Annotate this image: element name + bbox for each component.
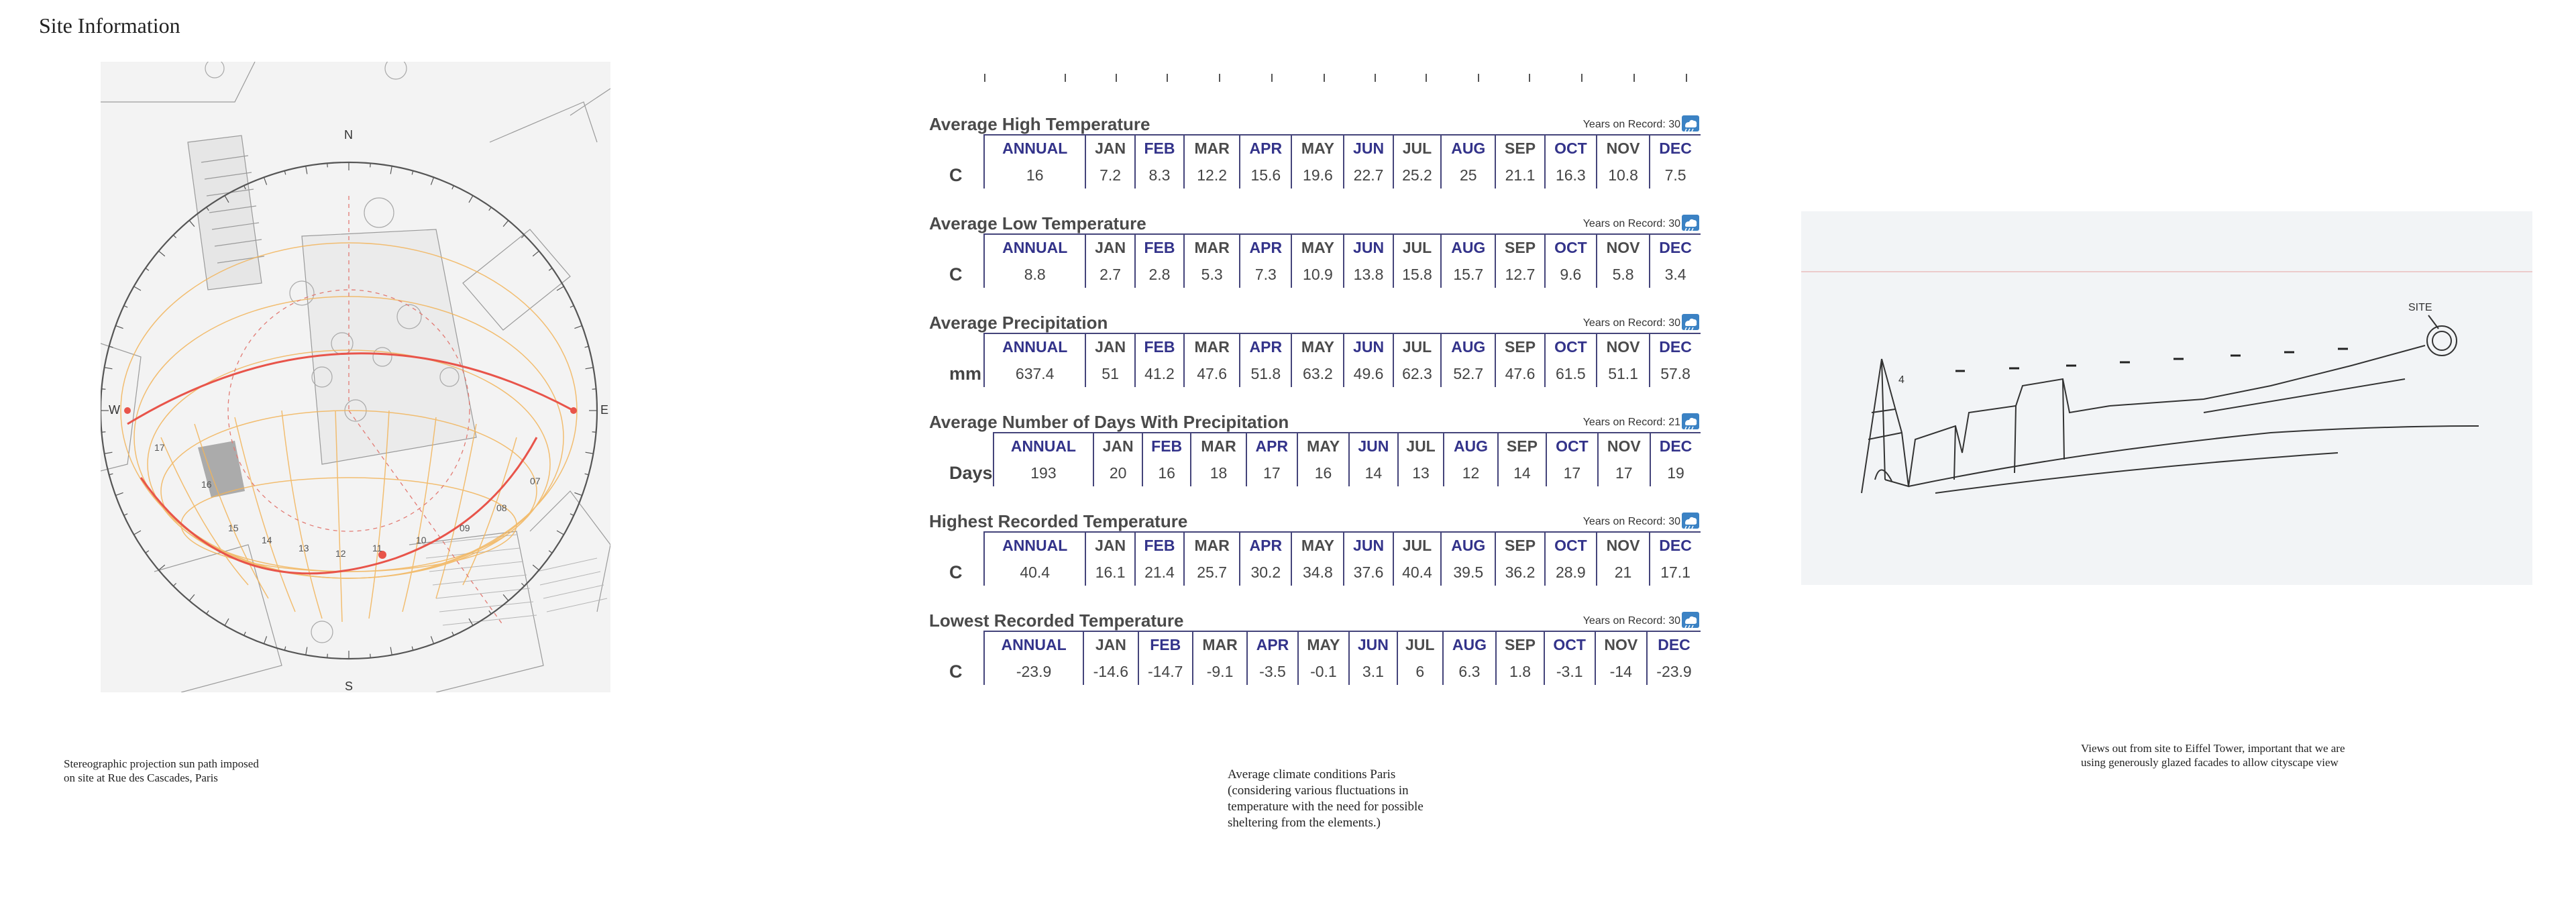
- hour-label: 17: [154, 442, 165, 453]
- blank-cell: [929, 234, 984, 261]
- value-cell: 21.4: [1135, 559, 1184, 586]
- compass-tick: [549, 551, 552, 553]
- cloud-icon: [1680, 610, 1701, 629]
- cloud-icon: [1680, 213, 1701, 232]
- month-header: ANNUAL: [984, 631, 1083, 658]
- value-cell: -14.6: [1083, 658, 1138, 685]
- compass-tick: [207, 610, 209, 614]
- compass-tick: [264, 636, 266, 643]
- compass-tick: [586, 368, 594, 369]
- value-cell: 10.8: [1597, 162, 1650, 189]
- compass-tick: [557, 286, 564, 290]
- site-label: SITE: [2408, 302, 2432, 313]
- month-header: AUG: [1441, 234, 1495, 261]
- compass-tick: [109, 346, 113, 347]
- compass-tick: [306, 166, 307, 174]
- cloud-icon: [1680, 511, 1701, 530]
- month-header: APR: [1240, 135, 1291, 162]
- month-header: DEC: [1650, 234, 1701, 261]
- value-cell: 28.9: [1545, 559, 1597, 586]
- tick-mark: [1116, 74, 1117, 82]
- month-header: ANNUAL: [994, 433, 1094, 460]
- compass-north: N: [344, 128, 353, 142]
- tick-mark: [1478, 74, 1479, 82]
- blank-cell: [929, 433, 994, 460]
- month-header: MAR: [1184, 135, 1240, 162]
- value-cell: 21.1: [1495, 162, 1544, 189]
- value-cell: 19.6: [1291, 162, 1344, 189]
- value-cell: 52.7: [1441, 360, 1495, 387]
- month-header: DEC: [1650, 532, 1701, 559]
- tick-mark: [1324, 74, 1325, 82]
- tick-mark: [1167, 74, 1168, 82]
- month-header: JUN: [1344, 333, 1393, 360]
- compass-tick: [134, 286, 141, 290]
- climate-block: [929, 584, 1701, 683]
- climate-title: Average High Temperature: [929, 114, 1150, 134]
- compass-tick: [489, 207, 491, 211]
- value-cell: 16.3: [1545, 162, 1597, 189]
- month-header: JUL: [1393, 333, 1441, 360]
- tick-mark: [1686, 74, 1687, 82]
- month-header: MAY: [1291, 333, 1344, 360]
- month-header: APR: [1246, 433, 1297, 460]
- tick-mark: [1219, 74, 1220, 82]
- value-cell: 25.7: [1184, 559, 1240, 586]
- value-cell: 8.3: [1135, 162, 1184, 189]
- years-on-record: Years on Record: 30: [1582, 615, 1680, 627]
- hour-label: 14: [262, 535, 272, 545]
- tick-mark: [1375, 74, 1376, 82]
- cloud-icon: [1680, 114, 1701, 133]
- hour-label: 15: [228, 523, 239, 533]
- value-cell: 5.8: [1597, 261, 1650, 288]
- value-cell: 15.8: [1393, 261, 1441, 288]
- compass-tick: [264, 177, 266, 184]
- value-cell: 16: [1142, 460, 1191, 486]
- month-header: MAR: [1193, 631, 1247, 658]
- value-cell: 6.3: [1443, 658, 1496, 685]
- compass-tick: [570, 514, 574, 516]
- month-header: AUG: [1441, 135, 1495, 162]
- compass-tick: [124, 514, 127, 516]
- month-header: JUN: [1344, 234, 1393, 261]
- month-header: AUG: [1441, 532, 1495, 559]
- compass-tick: [549, 268, 552, 270]
- month-header: FEB: [1135, 532, 1184, 559]
- month-header: MAY: [1291, 234, 1344, 261]
- climate-table: [929, 531, 1701, 586]
- tick-mark: [1529, 74, 1530, 82]
- value-cell: 41.2: [1135, 360, 1184, 387]
- month-header: SEP: [1498, 433, 1547, 460]
- compass-west: W: [109, 403, 120, 417]
- blank-cell: [929, 631, 984, 658]
- month-header: JAN: [1085, 532, 1134, 559]
- compass-tick: [574, 325, 582, 328]
- compass-east: E: [600, 403, 609, 417]
- month-header: ANNUAL: [984, 532, 1085, 559]
- value-cell: 9.6: [1545, 261, 1597, 288]
- compass-tick: [503, 594, 508, 600]
- climate-tables: [929, 74, 1701, 683]
- month-header: JUN: [1349, 433, 1398, 460]
- compass-tick: [173, 235, 176, 237]
- value-cell: 17: [1246, 460, 1297, 486]
- month-header: OCT: [1546, 433, 1597, 460]
- climate-block: [929, 385, 1701, 484]
- value-cell: 5.3: [1184, 261, 1240, 288]
- value-cell: 25.2: [1393, 162, 1441, 189]
- value-cell: 40.4: [984, 559, 1085, 586]
- month-header: JAN: [1093, 433, 1142, 460]
- value-cell: 14: [1349, 460, 1398, 486]
- month-header: JUN: [1344, 532, 1393, 559]
- value-cell: -14: [1595, 658, 1648, 685]
- value-cell: 49.6: [1344, 360, 1393, 387]
- month-header: NOV: [1595, 631, 1648, 658]
- month-header: NOV: [1597, 333, 1650, 360]
- tick-mark: [1426, 74, 1427, 82]
- value-cell: 3.1: [1349, 658, 1397, 685]
- compass-tick: [592, 389, 596, 390]
- value-cell: -23.9: [984, 658, 1083, 685]
- tick-mark: [1633, 74, 1635, 82]
- value-cell: 1.8: [1496, 658, 1544, 685]
- climate-caption: Average climate conditions Paris (considering various fluctuations in temperature with the need for possible sheltering from the elements.): [1228, 767, 1424, 830]
- climate-title: Highest Recorded Temperature: [929, 511, 1188, 531]
- value-cell: 17: [1598, 460, 1650, 486]
- value-cell: 39.5: [1441, 559, 1495, 586]
- compass-tick: [189, 594, 195, 600]
- climate-table: [929, 432, 1701, 486]
- climate-block: [929, 286, 1701, 385]
- value-cell: 21: [1597, 559, 1650, 586]
- compass-tick: [105, 368, 113, 369]
- value-cell: 15.6: [1240, 162, 1291, 189]
- hour-label: 16: [201, 479, 212, 490]
- month-header: FEB: [1142, 433, 1191, 460]
- unit-label: C: [949, 164, 963, 185]
- month-header: JAN: [1085, 333, 1134, 360]
- value-cell: 51.8: [1240, 360, 1291, 387]
- years-on-record: Years on Record: 30: [1582, 317, 1680, 329]
- compass-tick: [533, 565, 539, 570]
- month-header: SEP: [1495, 135, 1544, 162]
- month-header: JUL: [1393, 532, 1441, 559]
- value-cell: 8.8: [984, 261, 1085, 288]
- compass-tick: [557, 531, 564, 535]
- compass-tick: [115, 492, 123, 495]
- compass-tick: [585, 474, 589, 475]
- value-cell: 17.1: [1650, 559, 1701, 586]
- month-header: OCT: [1545, 333, 1597, 360]
- value-cell: 12: [1444, 460, 1497, 486]
- compass-tick: [101, 432, 105, 433]
- value-cell: 13.8: [1344, 261, 1393, 288]
- compass-tick: [592, 432, 596, 433]
- month-header: OCT: [1544, 631, 1595, 658]
- compass-tick: [146, 268, 149, 270]
- compass-tick: [469, 196, 473, 203]
- month-header: DEC: [1647, 631, 1701, 658]
- value-cell: 637.4: [984, 360, 1085, 387]
- month-header: JUL: [1393, 135, 1441, 162]
- compass-tick: [412, 171, 413, 175]
- unit-label: mm: [949, 363, 982, 384]
- sun-path-caption: Stereographic projection sun path imposed on site at Rue des Cascades, Paris: [64, 757, 259, 784]
- month-header: NOV: [1598, 433, 1650, 460]
- climate-title: Average Number of Days With Precipitation: [929, 412, 1289, 432]
- climate-table: [929, 333, 1701, 387]
- month-header: MAY: [1297, 433, 1349, 460]
- value-cell: 18: [1191, 460, 1246, 486]
- compass-tick: [327, 163, 328, 167]
- value-cell: 20: [1093, 460, 1142, 486]
- month-header: SEP: [1495, 234, 1544, 261]
- value-cell: 25: [1441, 162, 1495, 189]
- value-cell: 12.7: [1495, 261, 1544, 288]
- month-header: DEC: [1650, 135, 1701, 162]
- hour-label: 13: [299, 543, 309, 553]
- hour-label: 11: [372, 543, 382, 553]
- month-header: FEB: [1135, 234, 1184, 261]
- unit-label: C: [949, 561, 963, 582]
- climate-table: [929, 134, 1701, 189]
- month-header: ANNUAL: [984, 135, 1085, 162]
- blank-cell: [929, 333, 984, 360]
- value-cell: 40.4: [1393, 559, 1441, 586]
- compass-tick: [370, 163, 371, 167]
- month-header: MAY: [1298, 631, 1349, 658]
- compass-tick: [306, 647, 307, 655]
- compass-tick: [284, 647, 286, 651]
- climate-block: [929, 484, 1701, 584]
- eiffel-view-sketch: [1801, 211, 2532, 585]
- compass-tick: [146, 551, 149, 553]
- compass-tick: [412, 647, 413, 651]
- compass-tick: [105, 452, 113, 453]
- month-header: MAY: [1291, 532, 1344, 559]
- month-header: FEB: [1135, 333, 1184, 360]
- compass-tick: [586, 452, 594, 453]
- month-header: MAR: [1184, 532, 1240, 559]
- value-cell: 16: [984, 162, 1085, 189]
- month-header: FEB: [1135, 135, 1184, 162]
- month-header: DEC: [1650, 433, 1701, 460]
- value-cell: 16: [1297, 460, 1349, 486]
- compass-tick: [489, 610, 491, 614]
- cloud-icon: [1680, 313, 1701, 331]
- climate-title: Lowest Recorded Temperature: [929, 610, 1184, 631]
- month-header: OCT: [1545, 135, 1597, 162]
- month-header: MAR: [1191, 433, 1246, 460]
- compass-tick: [115, 325, 123, 328]
- value-cell: -9.1: [1193, 658, 1247, 685]
- climate-block: [929, 186, 1701, 286]
- month-header: JAN: [1085, 234, 1134, 261]
- value-cell: 193: [994, 460, 1094, 486]
- compass-tick: [390, 166, 392, 174]
- value-cell: 47.6: [1495, 360, 1544, 387]
- value-cell: 2.7: [1085, 261, 1134, 288]
- value-cell: 13: [1398, 460, 1444, 486]
- month-header: SEP: [1495, 333, 1544, 360]
- month-header: APR: [1240, 234, 1291, 261]
- value-cell: 62.3: [1393, 360, 1441, 387]
- blank-cell: [929, 532, 984, 559]
- month-header: DEC: [1650, 333, 1701, 360]
- value-cell: -3.5: [1247, 658, 1298, 685]
- top-tick-row: [929, 74, 1701, 87]
- compass-tick: [173, 583, 176, 586]
- month-header: ANNUAL: [984, 234, 1085, 261]
- month-header: MAY: [1291, 135, 1344, 162]
- tick-mark: [984, 74, 985, 82]
- value-cell: 14: [1498, 460, 1547, 486]
- compass-tick: [431, 177, 433, 184]
- compass-tick: [370, 654, 371, 658]
- unit-label: C: [949, 264, 963, 284]
- value-cell: 36.2: [1495, 559, 1544, 586]
- value-cell: 61.5: [1545, 360, 1597, 387]
- value-cell: 6: [1397, 658, 1443, 685]
- value-cell: 37.6: [1344, 559, 1393, 586]
- compass-tick: [503, 221, 508, 227]
- value-cell: 51: [1085, 360, 1134, 387]
- compass-tick: [101, 389, 105, 390]
- sun-path-diagram: [101, 62, 610, 692]
- month-header: JUN: [1349, 631, 1397, 658]
- blank-cell: [929, 135, 984, 162]
- compass-tick: [452, 632, 454, 635]
- unit-label: C: [949, 661, 963, 682]
- month-header: AUG: [1443, 631, 1496, 658]
- hour-label: 07: [530, 476, 541, 486]
- month-header: NOV: [1597, 532, 1650, 559]
- climate-table: [929, 631, 1701, 685]
- value-cell: 19: [1650, 460, 1701, 486]
- value-cell: 7.3: [1240, 261, 1291, 288]
- compass-tick: [452, 186, 454, 189]
- compass-tick: [284, 171, 286, 175]
- month-header: JUN: [1344, 135, 1393, 162]
- month-header: MAR: [1184, 333, 1240, 360]
- years-on-record: Years on Record: 21: [1582, 417, 1680, 428]
- value-cell: -23.9: [1647, 658, 1701, 685]
- month-header: FEB: [1138, 631, 1193, 658]
- compass-tick: [533, 251, 539, 256]
- compass-tick: [189, 221, 195, 227]
- value-cell: 34.8: [1291, 559, 1344, 586]
- month-header: NOV: [1597, 135, 1650, 162]
- value-cell: 7.2: [1085, 162, 1134, 189]
- tick-mark: [1581, 74, 1582, 82]
- month-header: JUL: [1393, 234, 1441, 261]
- tick-mark: [1271, 74, 1273, 82]
- value-cell: 63.2: [1291, 360, 1344, 387]
- month-header: AUG: [1444, 433, 1497, 460]
- compass-south: S: [345, 680, 354, 692]
- compass-tick: [585, 346, 589, 347]
- hour-label: 09: [460, 523, 470, 533]
- compass-tick: [574, 492, 582, 495]
- sketch-caption: Views out from site to Eiffel Tower, important that we are using generously glazed facades to allow cityscape view: [2081, 742, 2345, 769]
- compass-tick: [570, 306, 574, 308]
- page-title: Site Information: [39, 13, 180, 38]
- value-cell: 7.5: [1650, 162, 1701, 189]
- compass-tick: [134, 531, 141, 535]
- compass-tick: [327, 654, 328, 658]
- value-cell: 57.8: [1650, 360, 1701, 387]
- compass-tick: [521, 583, 524, 586]
- month-header: ANNUAL: [984, 333, 1085, 360]
- value-cell: 22.7: [1344, 162, 1393, 189]
- years-on-record: Years on Record: 30: [1582, 516, 1680, 527]
- climate-table: [929, 233, 1701, 288]
- month-header: APR: [1240, 532, 1291, 559]
- hour-label: 10: [416, 535, 427, 545]
- month-header: APR: [1240, 333, 1291, 360]
- svg-text:4: 4: [1898, 374, 1904, 386]
- tick-mark: [1065, 74, 1066, 82]
- hour-label: 08: [496, 502, 507, 513]
- month-header: MAR: [1184, 234, 1240, 261]
- climate-title: Average Precipitation: [929, 313, 1108, 333]
- years-on-record: Years on Record: 30: [1582, 119, 1680, 130]
- value-cell: 30.2: [1240, 559, 1291, 586]
- value-cell: 16.1: [1085, 559, 1134, 586]
- compass-tick: [390, 647, 392, 655]
- month-header: SEP: [1496, 631, 1544, 658]
- value-cell: -3.1: [1544, 658, 1595, 685]
- climate-block: [929, 87, 1701, 186]
- month-header: AUG: [1441, 333, 1495, 360]
- value-cell: 47.6: [1184, 360, 1240, 387]
- value-cell: 3.4: [1650, 261, 1701, 288]
- value-cell: 2.8: [1135, 261, 1184, 288]
- compass-tick: [159, 251, 165, 256]
- month-header: JUL: [1398, 433, 1444, 460]
- value-cell: 17: [1546, 460, 1597, 486]
- unit-label: Days: [949, 462, 993, 483]
- cloud-icon: [1680, 412, 1701, 431]
- value-cell: 15.7: [1441, 261, 1495, 288]
- compass-tick: [109, 474, 113, 475]
- value-cell: -0.1: [1298, 658, 1349, 685]
- hour-label: 12: [335, 548, 346, 559]
- compass-tick: [225, 619, 229, 625]
- value-cell: 10.9: [1291, 261, 1344, 288]
- value-cell: -14.7: [1138, 658, 1193, 685]
- month-header: SEP: [1495, 532, 1544, 559]
- value-cell: 51.1: [1597, 360, 1650, 387]
- compass-tick: [431, 636, 433, 643]
- climate-title: Average Low Temperature: [929, 213, 1146, 233]
- value-cell: 12.2: [1184, 162, 1240, 189]
- month-header: JUL: [1397, 631, 1443, 658]
- month-header: OCT: [1545, 234, 1597, 261]
- month-header: OCT: [1545, 532, 1597, 559]
- month-header: APR: [1247, 631, 1298, 658]
- years-on-record: Years on Record: 30: [1582, 218, 1680, 229]
- month-header: JAN: [1083, 631, 1138, 658]
- compass-tick: [124, 306, 127, 308]
- compass-tick: [244, 632, 246, 635]
- month-header: JAN: [1085, 135, 1134, 162]
- month-header: NOV: [1597, 234, 1650, 261]
